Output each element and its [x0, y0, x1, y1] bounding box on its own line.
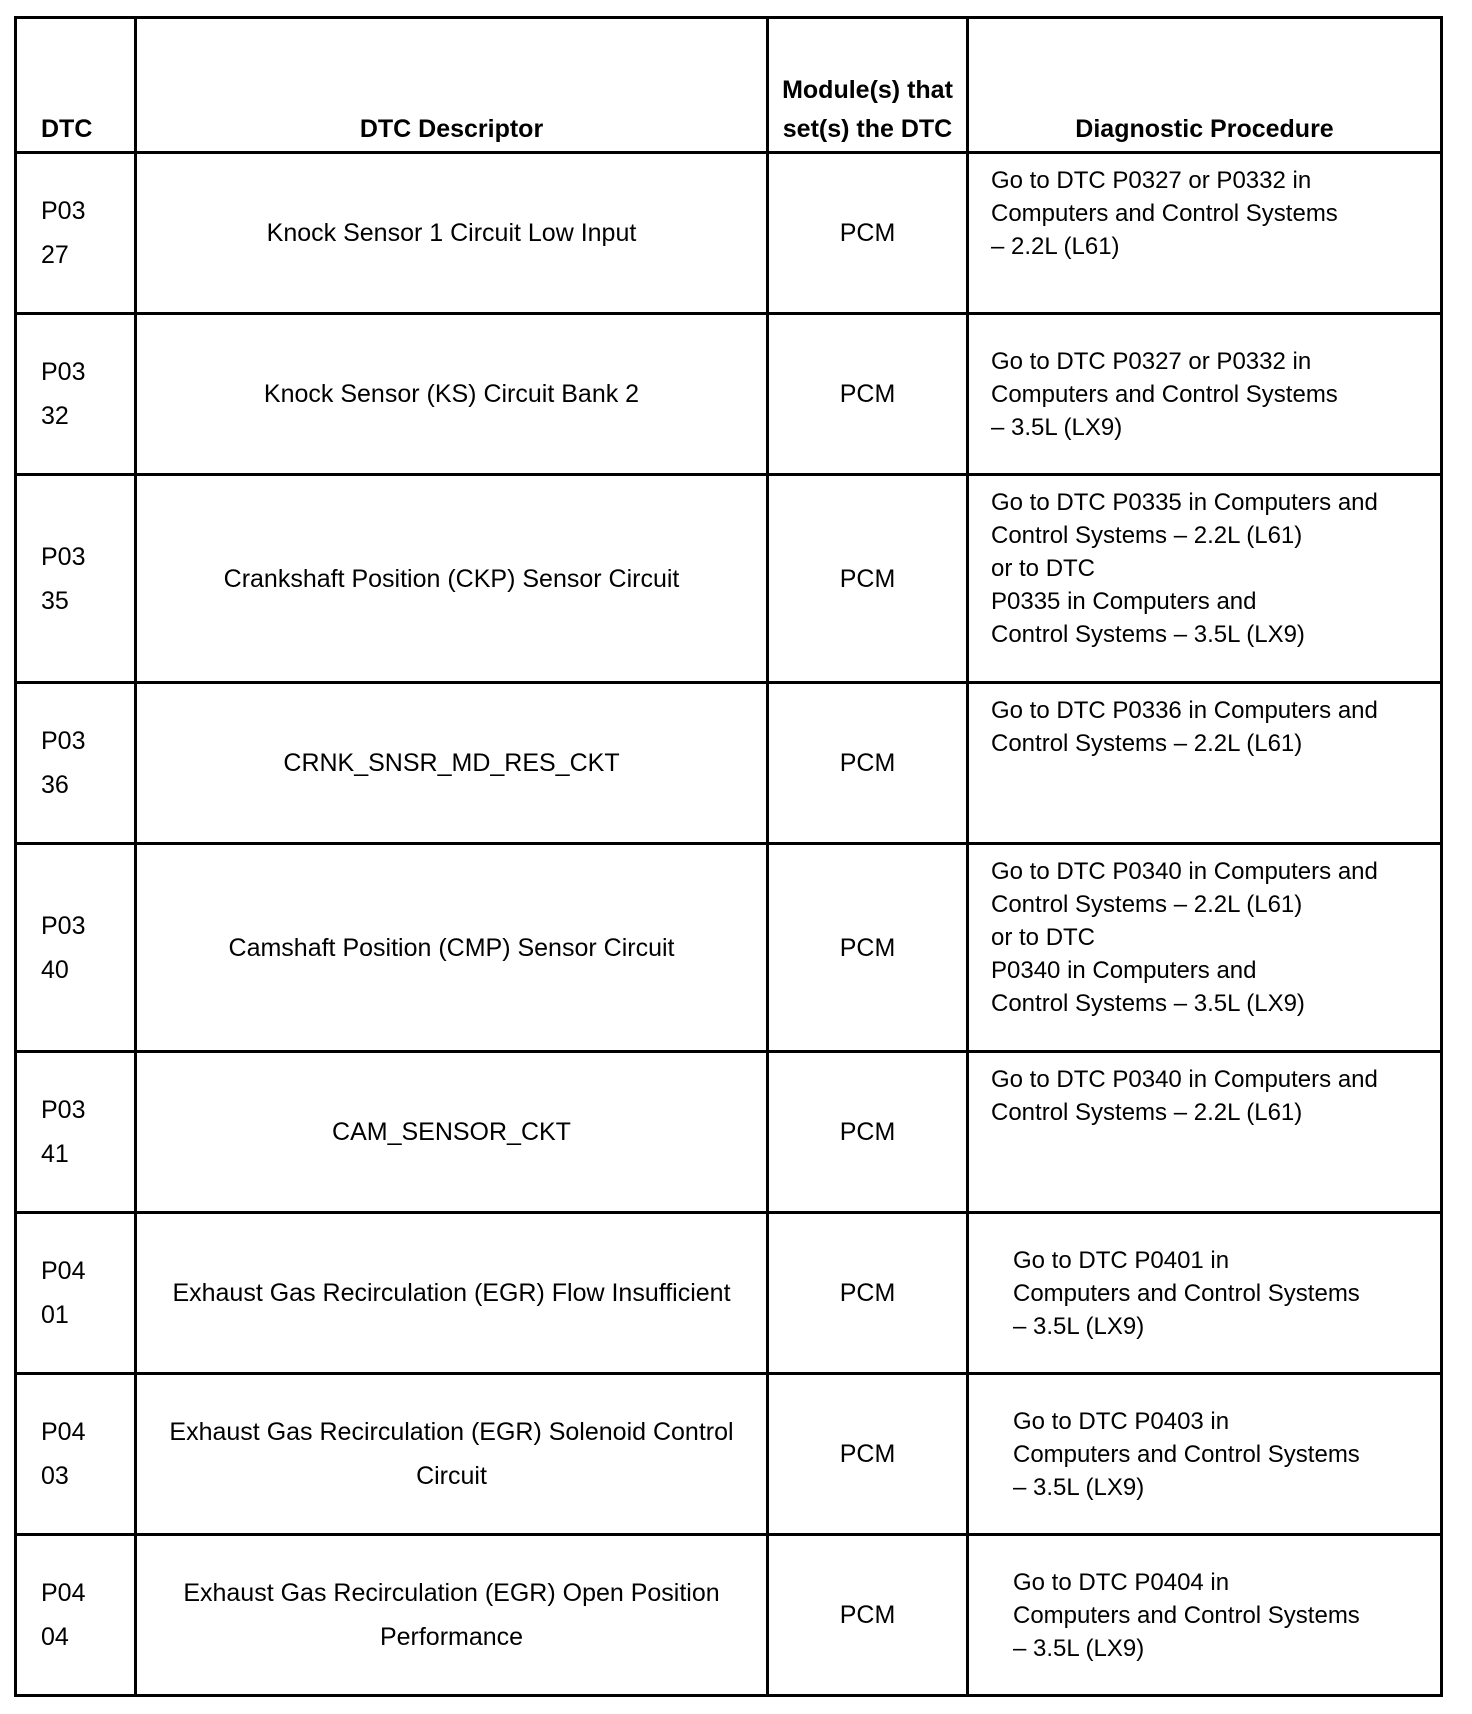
diagnostic-procedure: [968, 475, 1442, 683]
dtc-code: P04 03: [16, 1374, 136, 1535]
module: PCM: [768, 314, 968, 475]
dtc-code: P04 04: [16, 1535, 136, 1696]
table-row: [16, 153, 1442, 314]
procedure-line: – 3.5L (LX9): [1013, 1634, 1145, 1662]
module: PCM: [768, 1213, 968, 1374]
procedure-line: Control Systems – 2.2L (L61): [991, 891, 1303, 918]
procedure-line: Go to DTC P0403 in: [1013, 1407, 1230, 1435]
table-row: [16, 475, 1442, 683]
procedure-line: Computers and Control Systems: [1013, 1601, 1360, 1629]
table-row: [16, 314, 1442, 475]
procedure-line: – 3.5L (LX9): [1013, 1473, 1145, 1501]
diagnostic-procedure: [968, 314, 1442, 475]
diagnostic-procedure: [968, 683, 1442, 844]
procedure-line: P0335 in Computers and: [991, 588, 1257, 615]
module: PCM: [768, 683, 968, 844]
module: PCM: [768, 1535, 968, 1696]
dtc-descriptor: Exhaust Gas Recirculation (EGR) Open Position Performance: [136, 1535, 768, 1696]
dtc-table: [14, 16, 1443, 1697]
header-procedure: Diagnostic Procedure: [968, 18, 1442, 153]
procedure-line: Control Systems – 2.2L (L61): [991, 730, 1303, 757]
procedure-line: Computers and Control Systems: [991, 200, 1338, 227]
diagnostic-procedure: [968, 153, 1442, 314]
module: PCM: [768, 475, 968, 683]
module: PCM: [768, 1052, 968, 1213]
module: PCM: [768, 153, 968, 314]
dtc-descriptor: Knock Sensor 1 Circuit Low Input: [136, 153, 768, 314]
table-row: [16, 1052, 1442, 1213]
dtc-descriptor: Exhaust Gas Recirculation (EGR) Solenoid Control Circuit: [136, 1374, 768, 1535]
procedure-line: Control Systems – 3.5L (LX9): [991, 621, 1305, 648]
dtc-code: P03 41: [16, 1052, 136, 1213]
dtc-code: P04 01: [16, 1213, 136, 1374]
procedure-line: Computers and Control Systems: [991, 380, 1338, 408]
module: PCM: [768, 1374, 968, 1535]
table-row: [16, 683, 1442, 844]
dtc-code: P03 32: [16, 314, 136, 475]
dtc-code: P03 40: [16, 844, 136, 1052]
dtc-descriptor: Exhaust Gas Recirculation (EGR) Flow Insufficient: [136, 1213, 768, 1374]
dtc-descriptor: Knock Sensor (KS) Circuit Bank 2: [136, 314, 768, 475]
procedure-line: Go to DTC P0327 or P0332 in: [991, 347, 1312, 375]
procedure-line: Go to DTC P0336 in Computers and: [991, 697, 1378, 724]
dtc-descriptor: Crankshaft Position (CKP) Sensor Circuit: [136, 475, 768, 683]
procedure-line: P0340 in Computers and: [991, 957, 1257, 984]
table-row: [16, 1374, 1442, 1535]
table-row: [16, 1535, 1442, 1696]
diagnostic-procedure: [968, 1535, 1442, 1696]
dtc-descriptor: CAM_SENSOR_CKT: [136, 1052, 768, 1213]
dtc-code: P03 27: [16, 153, 136, 314]
procedure-line: Go to DTC P0404 in: [1013, 1568, 1230, 1596]
procedure-line: Computers and Control Systems: [1013, 1279, 1360, 1307]
procedure-line: Go to DTC P0340 in Computers and: [991, 1066, 1378, 1093]
procedure-line: or to DTC: [991, 555, 1096, 582]
header-dtc: DTC: [16, 18, 136, 153]
header-module: Module(s) that set(s) the DTC: [768, 18, 968, 153]
procedure-line: Go to DTC P0340 in Computers and: [991, 858, 1378, 885]
procedure-line: or to DTC: [991, 924, 1096, 951]
dtc-code: P03 36: [16, 683, 136, 844]
procedure-line: – 3.5L (LX9): [991, 413, 1123, 441]
procedure-line: Go to DTC P0327 or P0332 in: [991, 167, 1312, 194]
dtc-descriptor: CRNK_SNSR_MD_RES_CKT: [136, 683, 768, 844]
procedure-line: Go to DTC P0401 in: [1013, 1246, 1230, 1274]
header-descriptor: DTC Descriptor: [136, 18, 768, 153]
procedure-line: Control Systems – 2.2L (L61): [991, 522, 1303, 549]
diagnostic-procedure: [968, 1213, 1442, 1374]
dtc-code: P03 35: [16, 475, 136, 683]
procedure-line: – 3.5L (LX9): [1013, 1312, 1145, 1340]
diagnostic-procedure: [968, 1052, 1442, 1213]
procedure-line: Computers and Control Systems: [1013, 1440, 1360, 1468]
procedure-line: Control Systems – 3.5L (LX9): [991, 990, 1305, 1017]
dtc-descriptor: Camshaft Position (CMP) Sensor Circuit: [136, 844, 768, 1052]
module: PCM: [768, 844, 968, 1052]
procedure-line: – 2.2L (L61): [991, 233, 1120, 260]
diagnostic-procedure: [968, 1374, 1442, 1535]
procedure-line: Go to DTC P0335 in Computers and: [991, 489, 1378, 516]
procedure-line: Control Systems – 2.2L (L61): [991, 1099, 1303, 1126]
diagnostic-procedure: [968, 844, 1442, 1052]
header-row: [16, 18, 1442, 153]
table-row: [16, 844, 1442, 1052]
table-row: [16, 1213, 1442, 1374]
